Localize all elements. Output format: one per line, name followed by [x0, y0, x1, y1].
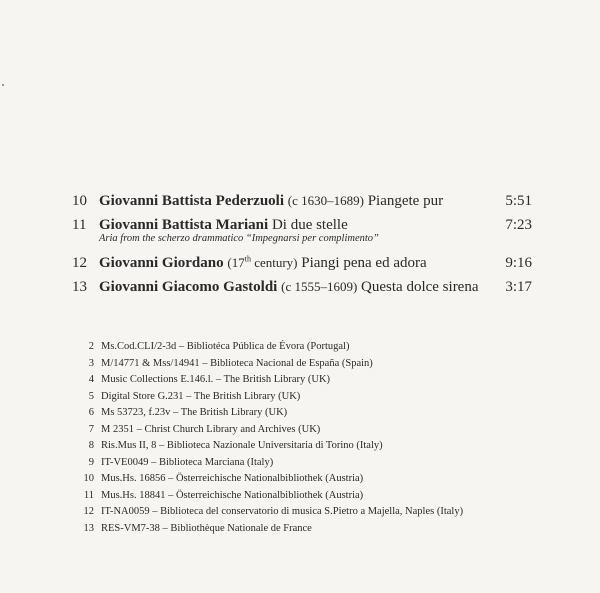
source-number: 9 [88, 456, 94, 468]
source-item [76, 356, 546, 373]
source-number: 11 [83, 489, 94, 501]
source-text: Ms 53723, f.23v – The British Library (UK) [101, 407, 288, 418]
source-item [76, 521, 546, 538]
track-subtitle: Aria from the scherzo drammatico “Impegnarsi per complimento” [99, 233, 379, 244]
track-number: 10 [72, 193, 87, 209]
track-row [72, 277, 532, 301]
source-number: 7 [88, 423, 94, 435]
source-text: RES-VM7-38 – Bibliothèque Nationale de France [101, 522, 312, 534]
source-text: Mus.Hs. 16856 – Österreichische Nationalbibliothek (Austria) [101, 473, 364, 484]
source-number: 8 [88, 440, 94, 451]
track-info [99, 191, 487, 211]
source-item [76, 339, 546, 356]
track-list [72, 191, 532, 301]
track-title: Piangi pena ed adora [301, 255, 427, 271]
track-duration: 5:51 [505, 193, 532, 209]
source-item [76, 389, 546, 406]
track-duration: 3:17 [505, 279, 532, 295]
source-number: 10 [83, 473, 94, 484]
source-item [76, 405, 546, 422]
source-item [76, 372, 546, 389]
track-duration: 9:16 [505, 255, 532, 271]
track-dates-sup: th [244, 254, 251, 264]
source-text: M/14771 & Mss/14941 – Biblioteca Nacional de España (Spain) [101, 357, 373, 369]
track-row [72, 191, 532, 215]
track-composer: Giovanni Giacomo Gastoldi [99, 279, 278, 295]
source-item [76, 455, 546, 472]
source-item [76, 438, 546, 455]
source-text: Ris.Mus II, 8 – Biblioteca Nazionale Universitaria di Torino (Italy) [101, 440, 383, 451]
track-dates: (c 1555–1609) [281, 279, 358, 294]
source-text: Ms.Cod.CLI/2-3d – Bibliotéca Pública de Évora (Portugal) [101, 341, 350, 352]
track-title: Questa dolce sirena [361, 279, 479, 295]
source-text: Mus.Hs. 18841 – Österreichische Nationalbibliothek (Austria) [101, 489, 364, 501]
track-composer: Giovanni Giordano [99, 255, 224, 271]
track-row [72, 253, 532, 277]
source-text: Digital Store G.231 – The British Library (UK) [101, 390, 301, 402]
track-row [72, 215, 532, 253]
source-number: 5 [88, 390, 94, 402]
track-title: Piangete pur [367, 193, 444, 209]
track-number: 12 [72, 255, 87, 271]
track-title: Di due stelle [271, 217, 348, 233]
source-number: 6 [88, 407, 94, 418]
source-number: 4 [88, 374, 94, 385]
track-dates-pre: (17 [227, 255, 245, 270]
source-number: 12 [83, 506, 94, 517]
track-duration: 7:23 [505, 217, 532, 233]
track-dates-post: century) [250, 255, 298, 270]
edge-mark [2, 84, 4, 86]
track-info [99, 253, 487, 273]
source-item [76, 422, 546, 439]
source-item [76, 471, 546, 488]
track-number: 13 [72, 279, 87, 295]
track-info [99, 277, 487, 297]
track-composer: Giovanni Battista Pederzuoli [99, 193, 284, 209]
source-number: 2 [88, 341, 94, 352]
track-composer: Giovanni Battista Mariani [99, 217, 269, 233]
source-text: IT-NA0059 – Biblioteca del conservatorio di musica S.Pietro a Majella, Naples (Italy) [101, 506, 464, 517]
track-dates: (c 1630–1689) [287, 193, 364, 208]
track-number: 11 [72, 217, 87, 233]
source-text: Music Collections E.146.l. – The British Library (UK) [101, 374, 331, 385]
source-text: M 2351 – Christ Church Library and Archives (UK) [101, 423, 321, 435]
source-item [76, 488, 546, 505]
source-number: 3 [88, 357, 94, 369]
track-dates [227, 255, 297, 270]
source-text: IT-VE0049 – Biblioteca Marciana (Italy) [101, 456, 274, 468]
track-info [99, 215, 487, 235]
source-item [76, 504, 546, 521]
source-number: 13 [83, 522, 94, 534]
source-list [76, 339, 546, 537]
